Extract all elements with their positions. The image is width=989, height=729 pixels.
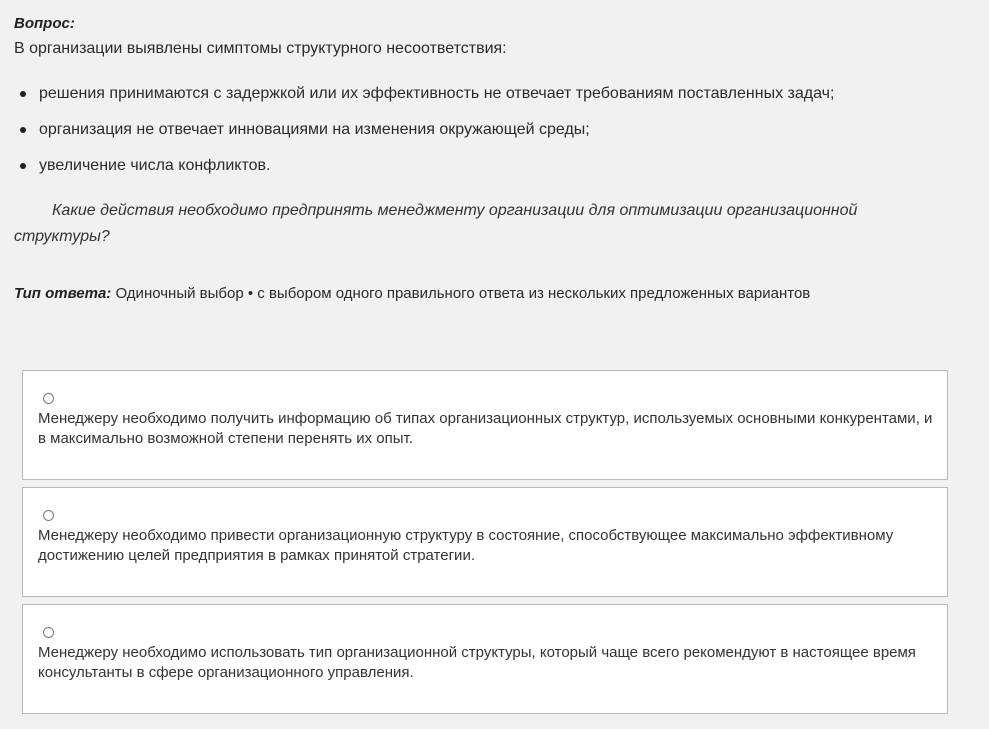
bullet-icon (20, 163, 26, 169)
bullet-icon (20, 91, 26, 97)
option-text: Менеджеру необходимо привести организационную структуру в состояние, способствующее максимально эффективному достижению целей предприятия в рамках принятой стратегии. (38, 527, 894, 564)
question-text: Какие действия необходимо предпринять менеджменту организации для оптимизации организационной структуры? (14, 202, 858, 245)
answer-option-3[interactable] (22, 604, 948, 714)
answer-type-label: Тип ответа: (14, 285, 112, 302)
question-label: Вопрос: (14, 15, 75, 32)
symptom-text: увеличение числа конфликтов. (39, 157, 271, 174)
option-text: Менеджеру необходимо использовать тип организационной структуры, который чаще всего рекомендуют в настоящее время консультанты в сфере организационного управления. (38, 644, 916, 681)
symptom-list (14, 84, 834, 192)
answer-option-1[interactable] (22, 370, 948, 480)
answer-options (22, 370, 948, 721)
question-intro: В организации выявлены симптомы структурного несоответствия: (14, 40, 507, 57)
radio-button[interactable] (43, 627, 54, 638)
option-text: Менеджеру необходимо получить информацию об типах организационных структур, используемых основными конкурентами, и в максимально возможной степени перенять их опыт. (38, 410, 933, 447)
symptom-item (14, 156, 834, 192)
answer-type-value: Одиночный выбор • с выбором одного правильного ответа из нескольких предложенных вариантов (115, 285, 811, 302)
symptom-item (14, 120, 834, 156)
symptom-text: решения принимаются с задержкой или их эффективность не отвечает требованиям поставленных задач; (39, 85, 835, 102)
answer-option-2[interactable] (22, 487, 948, 597)
radio-button[interactable] (43, 510, 54, 521)
bullet-icon (20, 127, 26, 133)
symptom-text: организация не отвечает инновациями на изменения окружающей среды; (39, 121, 590, 138)
symptom-item (14, 84, 834, 120)
answer-type (14, 285, 810, 302)
radio-button[interactable] (43, 393, 54, 404)
